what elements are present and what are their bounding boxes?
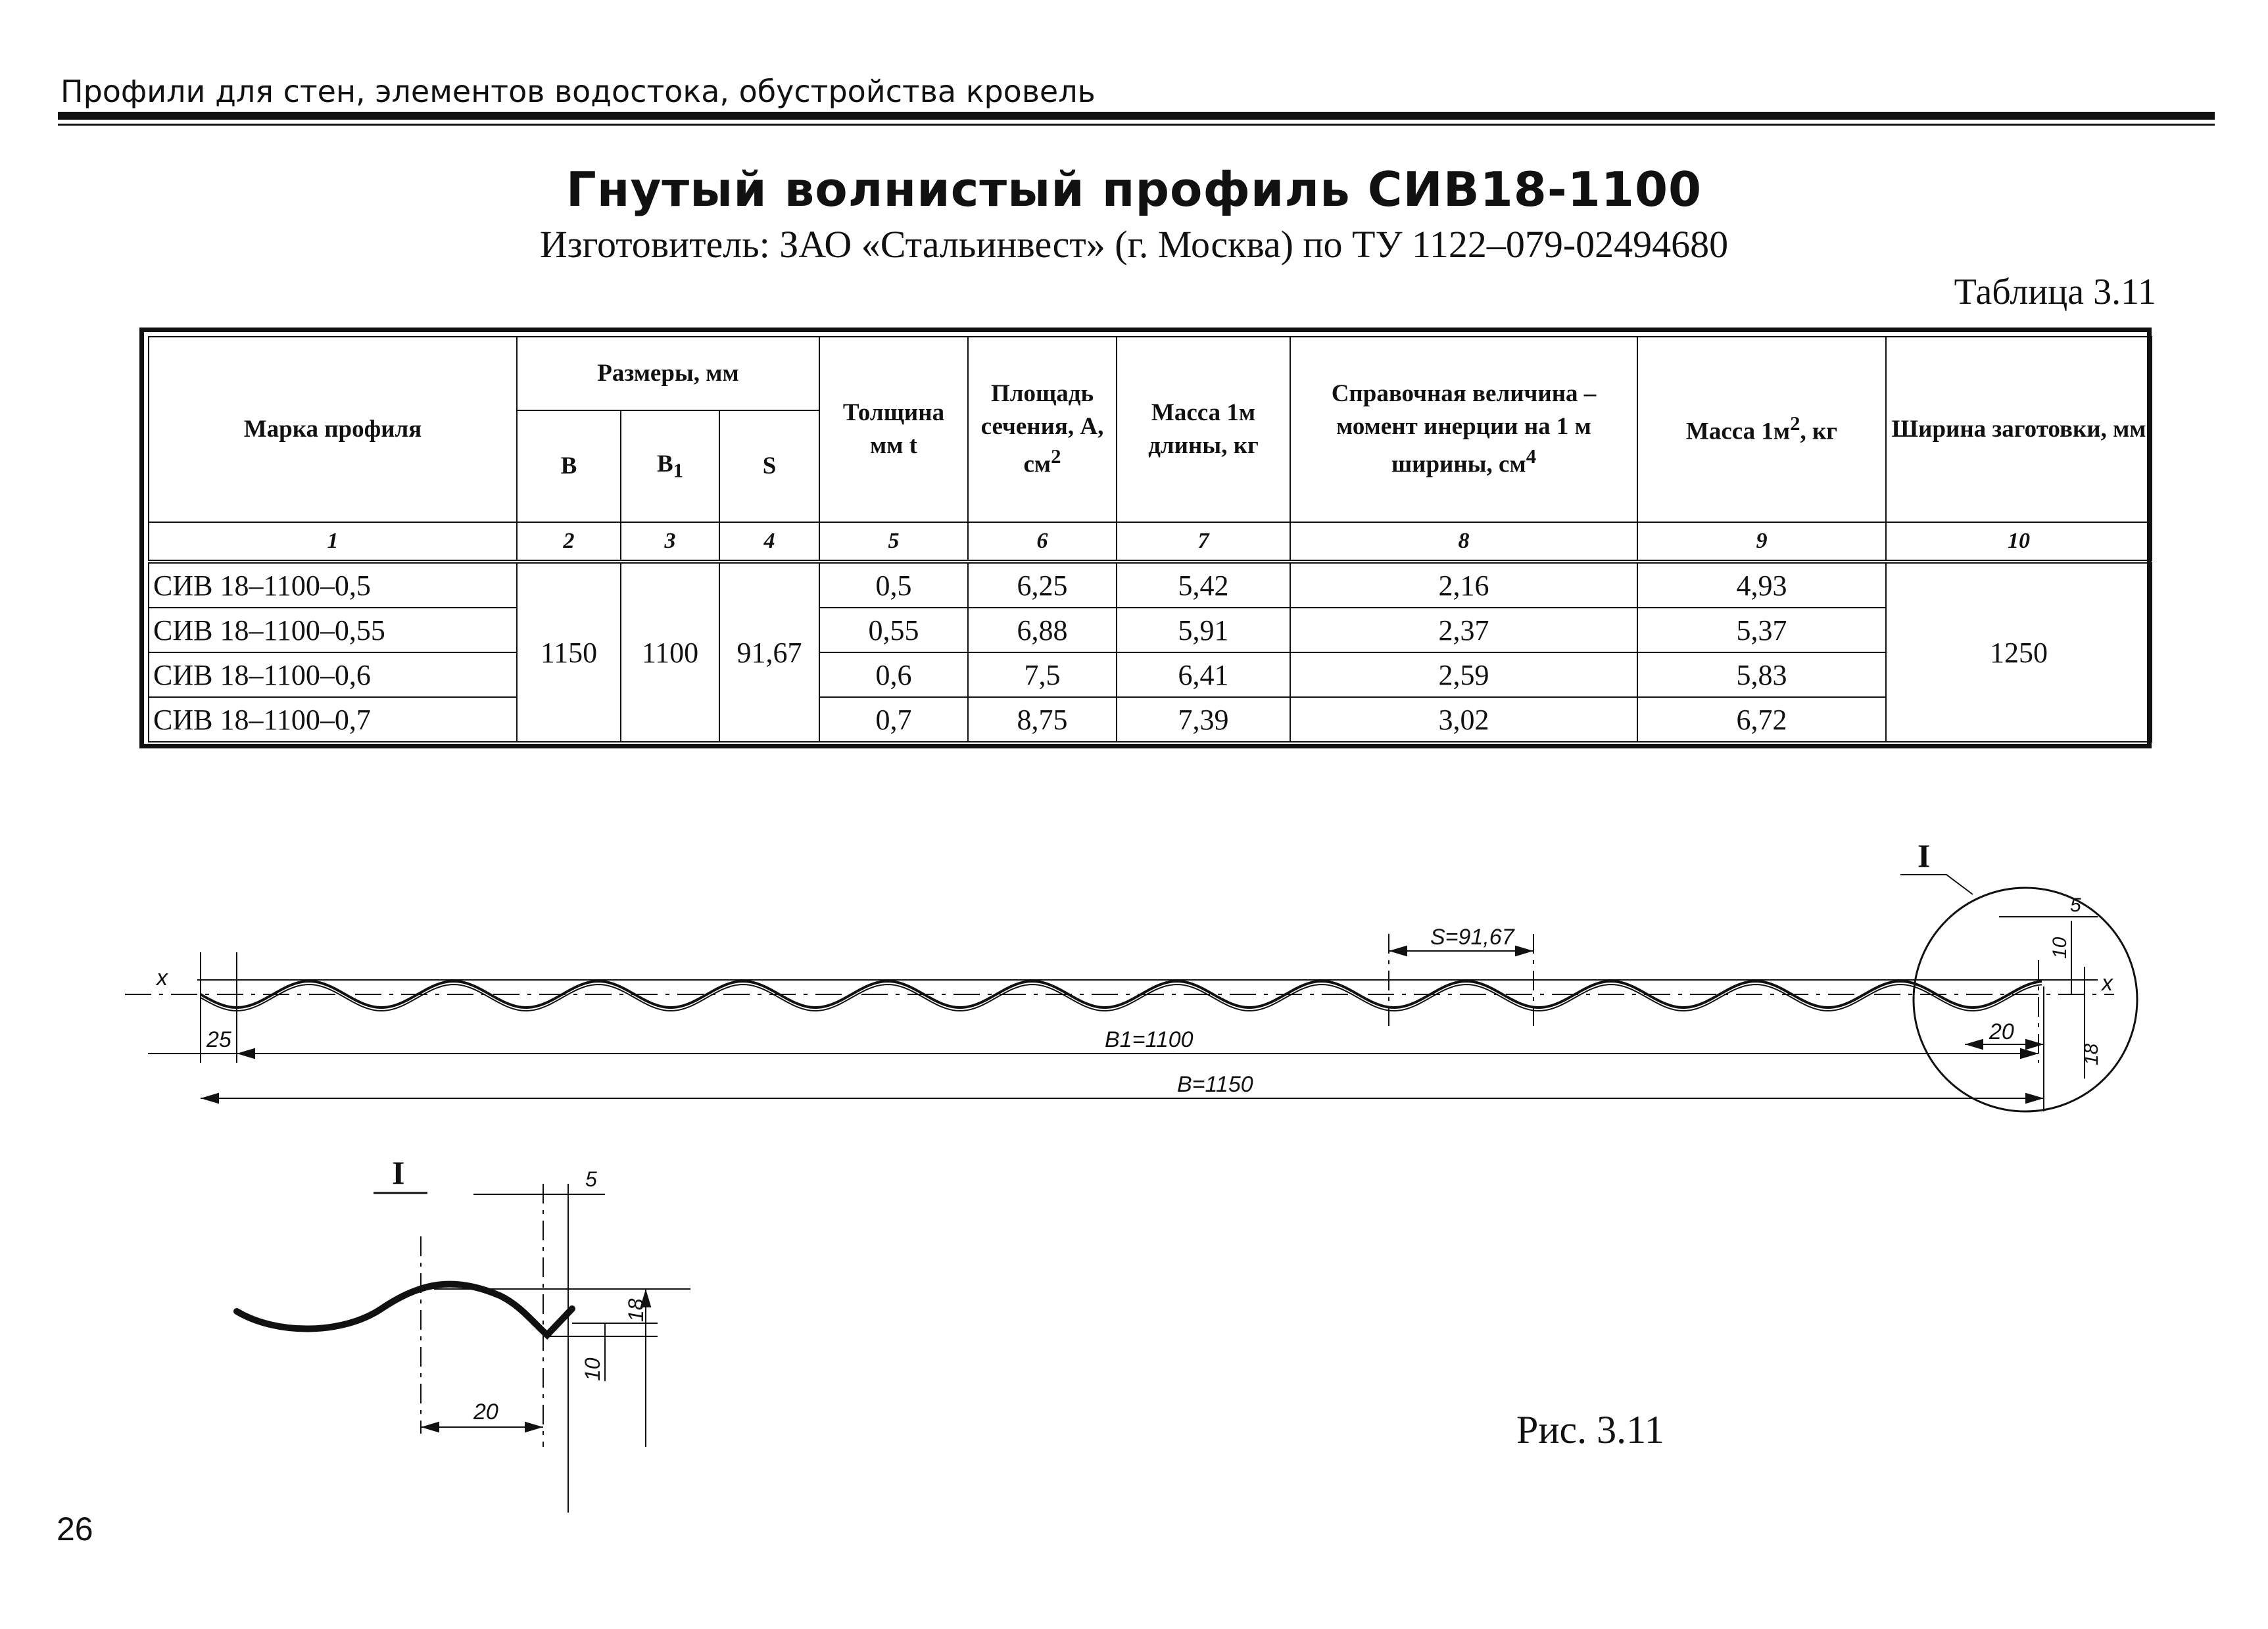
cell-mass-1m2: 4,93 xyxy=(1637,562,1886,608)
header-area-text: Площадь сечения, А, см xyxy=(980,380,1104,478)
profile-drawing xyxy=(0,789,2268,1513)
dim-label-B: B=1150 xyxy=(1177,1072,1253,1097)
table-row xyxy=(149,652,2152,697)
header-rule-thin xyxy=(58,124,2215,126)
dim-label-B1: B1=1100 xyxy=(1105,1027,1194,1052)
header-area xyxy=(968,337,1117,522)
header-B1-sub: 1 xyxy=(673,459,684,482)
axis-label-right: x xyxy=(2102,971,2113,996)
enlarged-label-10: 10 xyxy=(581,1357,604,1381)
column-number: 3 xyxy=(621,522,719,562)
cell-area: 6,88 xyxy=(968,608,1117,652)
detail-leader xyxy=(1900,875,1973,894)
header-mass-1m2 xyxy=(1637,337,1886,522)
detail-label-5: 5 xyxy=(2070,894,2081,916)
header-B1-text: B xyxy=(656,450,673,477)
cell-inertia: 2,59 xyxy=(1290,652,1637,697)
header-mass-1m2-text: Масса 1м xyxy=(1685,418,1791,445)
spec-table-frame xyxy=(139,328,2152,748)
cell-S: 91,67 xyxy=(719,562,819,742)
enlarged-label-20: 20 xyxy=(473,1399,498,1424)
cell-thickness: 0,5 xyxy=(819,562,968,608)
detail-label-18: 18 xyxy=(2081,1043,2102,1065)
column-number: 2 xyxy=(517,522,621,562)
detail-label-20: 20 xyxy=(1989,1019,2014,1044)
header-S: S xyxy=(719,410,819,522)
table-row xyxy=(149,697,2152,742)
page-number: 26 xyxy=(57,1511,93,1547)
cell-blank-width: 1250 xyxy=(1886,562,2152,742)
dim-label-edge: 25 xyxy=(206,1027,231,1052)
running-header: Профили для стен, элементов водостока, обустройства кровель xyxy=(60,74,1096,109)
spec-table xyxy=(148,336,2152,742)
cell-mass-1m: 5,91 xyxy=(1117,608,1290,652)
cell-mass-1m: 6,41 xyxy=(1117,652,1290,697)
detail-label-10: 10 xyxy=(2049,936,2071,959)
column-number: 6 xyxy=(968,522,1117,562)
enlarged-detail-marker: I xyxy=(392,1154,405,1191)
cell-area: 7,5 xyxy=(968,652,1117,697)
column-number: 4 xyxy=(719,522,819,562)
header-dimensions: Размеры, мм xyxy=(517,337,819,410)
header-inertia xyxy=(1290,337,1637,522)
enlarged-label-5: 5 xyxy=(585,1167,597,1191)
cell-inertia: 3,02 xyxy=(1290,697,1637,742)
cell-mass-1m2: 5,37 xyxy=(1637,608,1886,652)
cell-thickness: 0,55 xyxy=(819,608,968,652)
column-number: 1 xyxy=(149,522,517,562)
cell-B1: 1100 xyxy=(621,562,719,742)
detail-profile xyxy=(237,1284,572,1335)
column-number: 9 xyxy=(1637,522,1886,562)
header-thickness: Толщина мм t xyxy=(819,337,968,522)
detail-marker: I xyxy=(1918,837,1931,874)
cell-mass-1m2: 6,72 xyxy=(1637,697,1886,742)
cell-grade: СИВ 18–1100–0,5 xyxy=(149,562,517,608)
table-caption: Таблица 3.11 xyxy=(1954,272,2156,312)
header-inertia-sup: 4 xyxy=(1526,445,1537,468)
cell-area: 6,25 xyxy=(968,562,1117,608)
cell-area: 8,75 xyxy=(968,697,1117,742)
header-mass-1m: Масса 1м длины, кг xyxy=(1117,337,1290,522)
cell-grade: СИВ 18–1100–0,6 xyxy=(149,652,517,697)
cell-grade: СИВ 18–1100–0,55 xyxy=(149,608,517,652)
header-mass-1m2-unit: , кг xyxy=(1800,418,1838,445)
table-row xyxy=(149,562,2152,608)
cell-mass-1m: 5,42 xyxy=(1117,562,1290,608)
page-subtitle: Изготовитель: ЗАО «Стальинвест» (г. Москва) по ТУ 1122–079-02494680 xyxy=(539,223,1729,266)
header-B: B xyxy=(517,410,621,522)
page-title: Гнутый волнистый профиль СИВ18-1100 xyxy=(566,162,1702,217)
cell-grade: СИВ 18–1100–0,7 xyxy=(149,697,517,742)
cell-thickness: 0,6 xyxy=(819,652,968,697)
cell-B: 1150 xyxy=(517,562,621,742)
header-B1 xyxy=(621,410,719,522)
cell-thickness: 0,7 xyxy=(819,697,968,742)
table-row xyxy=(149,608,2152,652)
axis-label-left: x xyxy=(157,965,168,990)
header-blank-width: Ширина заготовки, мм xyxy=(1886,337,2152,522)
column-number: 10 xyxy=(1886,522,2152,562)
cell-inertia: 2,37 xyxy=(1290,608,1637,652)
cell-mass-1m2: 5,83 xyxy=(1637,652,1886,697)
column-number: 8 xyxy=(1290,522,1637,562)
header-area-sup: 2 xyxy=(1051,445,1061,468)
enlarged-label-18: 18 xyxy=(624,1298,648,1322)
header-grade: Марка профиля xyxy=(149,337,517,522)
cell-inertia: 2,16 xyxy=(1290,562,1637,608)
header-rule xyxy=(58,112,2215,120)
dim-label-S: S=91,67 xyxy=(1430,925,1514,950)
cell-mass-1m: 7,39 xyxy=(1117,697,1290,742)
column-number: 7 xyxy=(1117,522,1290,562)
header-mass-1m2-sup: 2 xyxy=(1790,412,1800,435)
header-inertia-text: Справочная величина – момент инерции на 1 м ширины, см xyxy=(1331,380,1597,478)
figure-caption: Рис. 3.11 xyxy=(1516,1408,1664,1451)
column-number: 5 xyxy=(819,522,968,562)
